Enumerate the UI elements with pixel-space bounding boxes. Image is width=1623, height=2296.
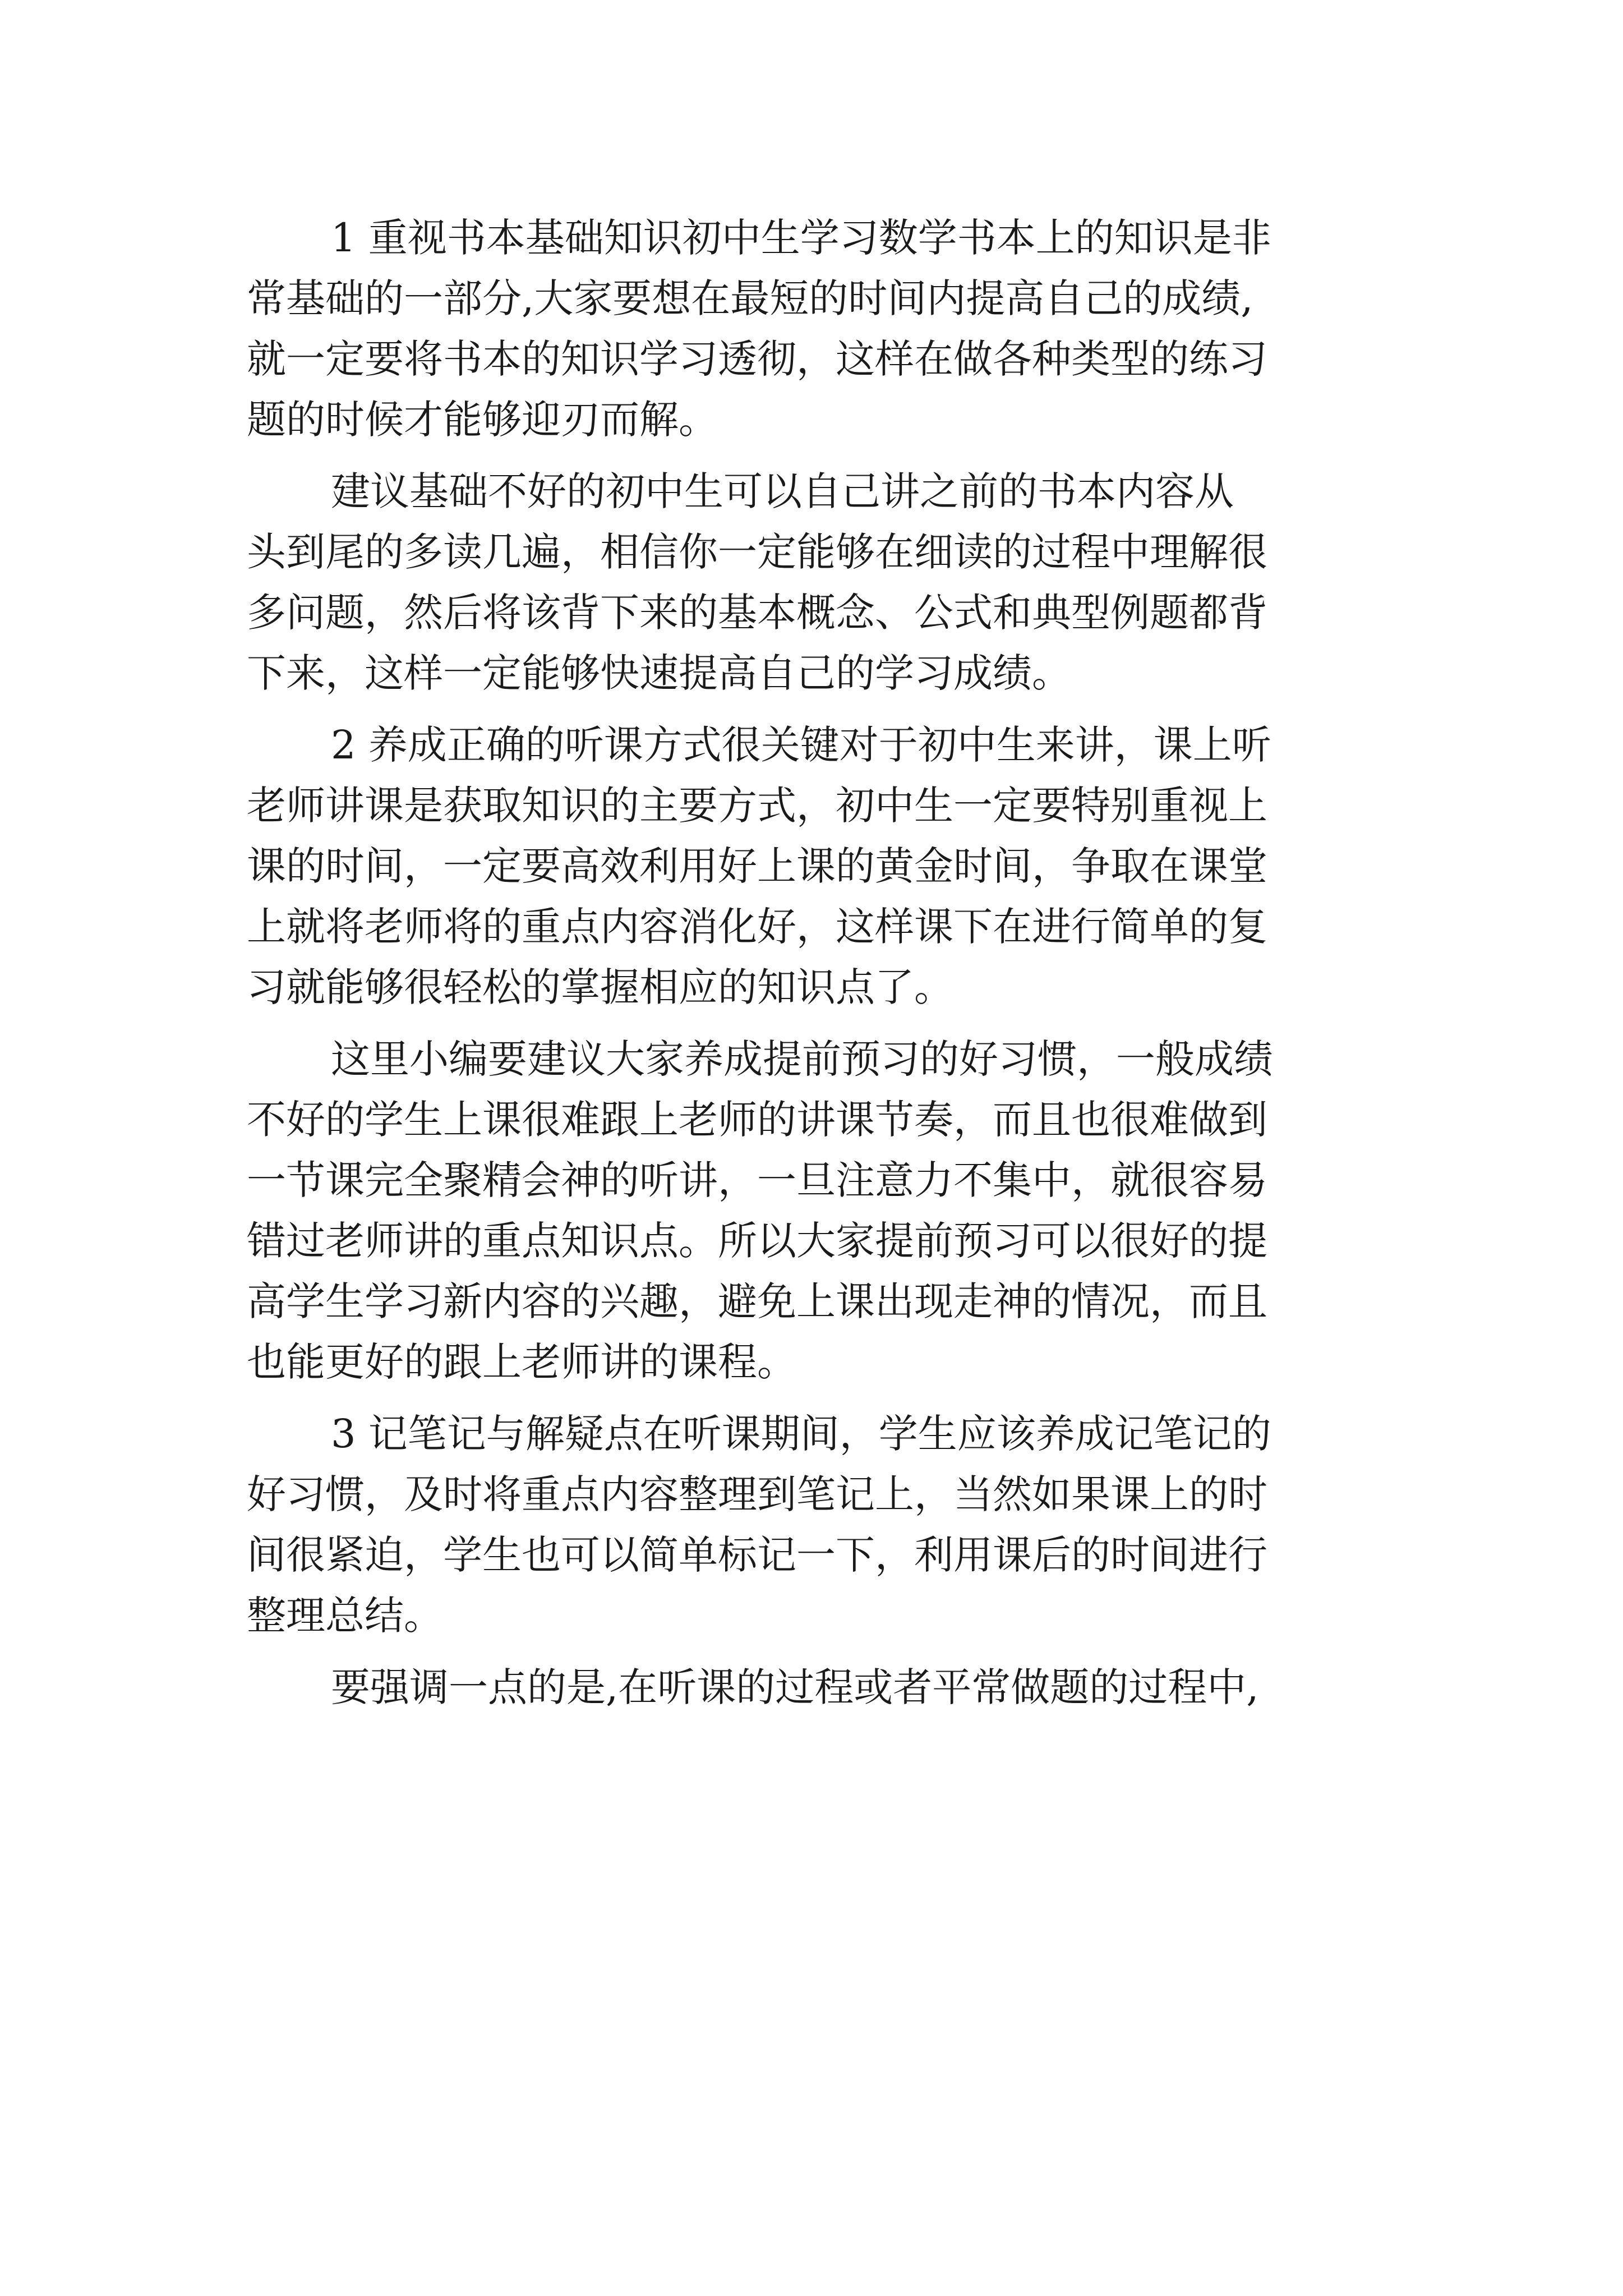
- text-line: 错过老师讲的重点知识点。所以大家提前预习可以很好的提: [247, 1218, 1267, 1264]
- text-line: 一节课完全聚精会神的听讲，一旦注意力不集中，就很容易: [247, 1157, 1267, 1203]
- paragraph: [247, 1029, 1413, 1392]
- text-line: 整理总结。: [247, 1593, 443, 1639]
- paragraph: [247, 208, 1413, 450]
- document-body: [247, 208, 1413, 1729]
- text-line: 也能更好的跟上老师讲的课程。: [247, 1339, 796, 1385]
- text-line: 3 记笔记与解疑点在听课期间，学生应该养成记笔记的: [331, 1411, 1271, 1457]
- paragraph: [247, 715, 1413, 1018]
- text-line: 就一定要将书本的知识学习透彻，这样在做各种类型的练习: [247, 336, 1267, 382]
- text-line: 头到尾的多读几遍，相信你一定能够在细读的过程中理解很: [247, 529, 1267, 575]
- paragraph: [247, 1657, 1413, 1718]
- text-line: 课的时间，一定要高效利用好上课的黄金时间，争取在课堂: [247, 843, 1267, 889]
- text-line: 老师讲课是获取知识的主要方式，初中生一定要特别重视上: [247, 783, 1267, 829]
- paragraph: [247, 461, 1413, 703]
- text-line: 要强调一点的是,在听课的过程或者平常做题的过程中,: [331, 1664, 1259, 1710]
- text-line: 上就将老师将的重点内容消化好，这样课下在进行简单的复: [247, 904, 1267, 950]
- text-line: 这里小编要建议大家养成提前预习的好习惯，一般成绩: [331, 1036, 1273, 1082]
- text-line: 好习惯，及时将重点内容整理到笔记上，当然如果课上的时: [247, 1471, 1267, 1517]
- text-line: 不好的学生上课很难跟上老师的讲课节奏，而且也很难做到: [247, 1097, 1267, 1143]
- text-line: 常基础的一部分,大家要想在最短的时间内提高自己的成绩,: [247, 275, 1253, 321]
- text-line: 多问题，然后将该背下来的基本概念、公式和典型例题都背: [247, 590, 1267, 636]
- text-line: 题的时候才能够迎刃而解。: [247, 397, 718, 443]
- text-line: 下来，这样一定能够快速提高自己的学习成绩。: [247, 650, 1071, 696]
- text-line: 2 养成正确的听课方式很关键对于初中生来讲，课上听: [331, 722, 1271, 768]
- text-line: 1 重视书本基础知识初中生学习数学书本上的知识是非: [331, 215, 1271, 261]
- text-line: 间很紧迫，学生也可以简单标记一下，利用课后的时间进行: [247, 1532, 1267, 1578]
- text-line: 习就能够很轻松的掌握相应的知识点了。: [247, 964, 953, 1010]
- text-line: 高学生学习新内容的兴趣，避免上课出现走神的情况，而且: [247, 1278, 1267, 1324]
- text-line: 建议基础不好的初中生可以自己讲之前的书本内容从: [331, 468, 1234, 514]
- paragraph: [247, 1404, 1413, 1646]
